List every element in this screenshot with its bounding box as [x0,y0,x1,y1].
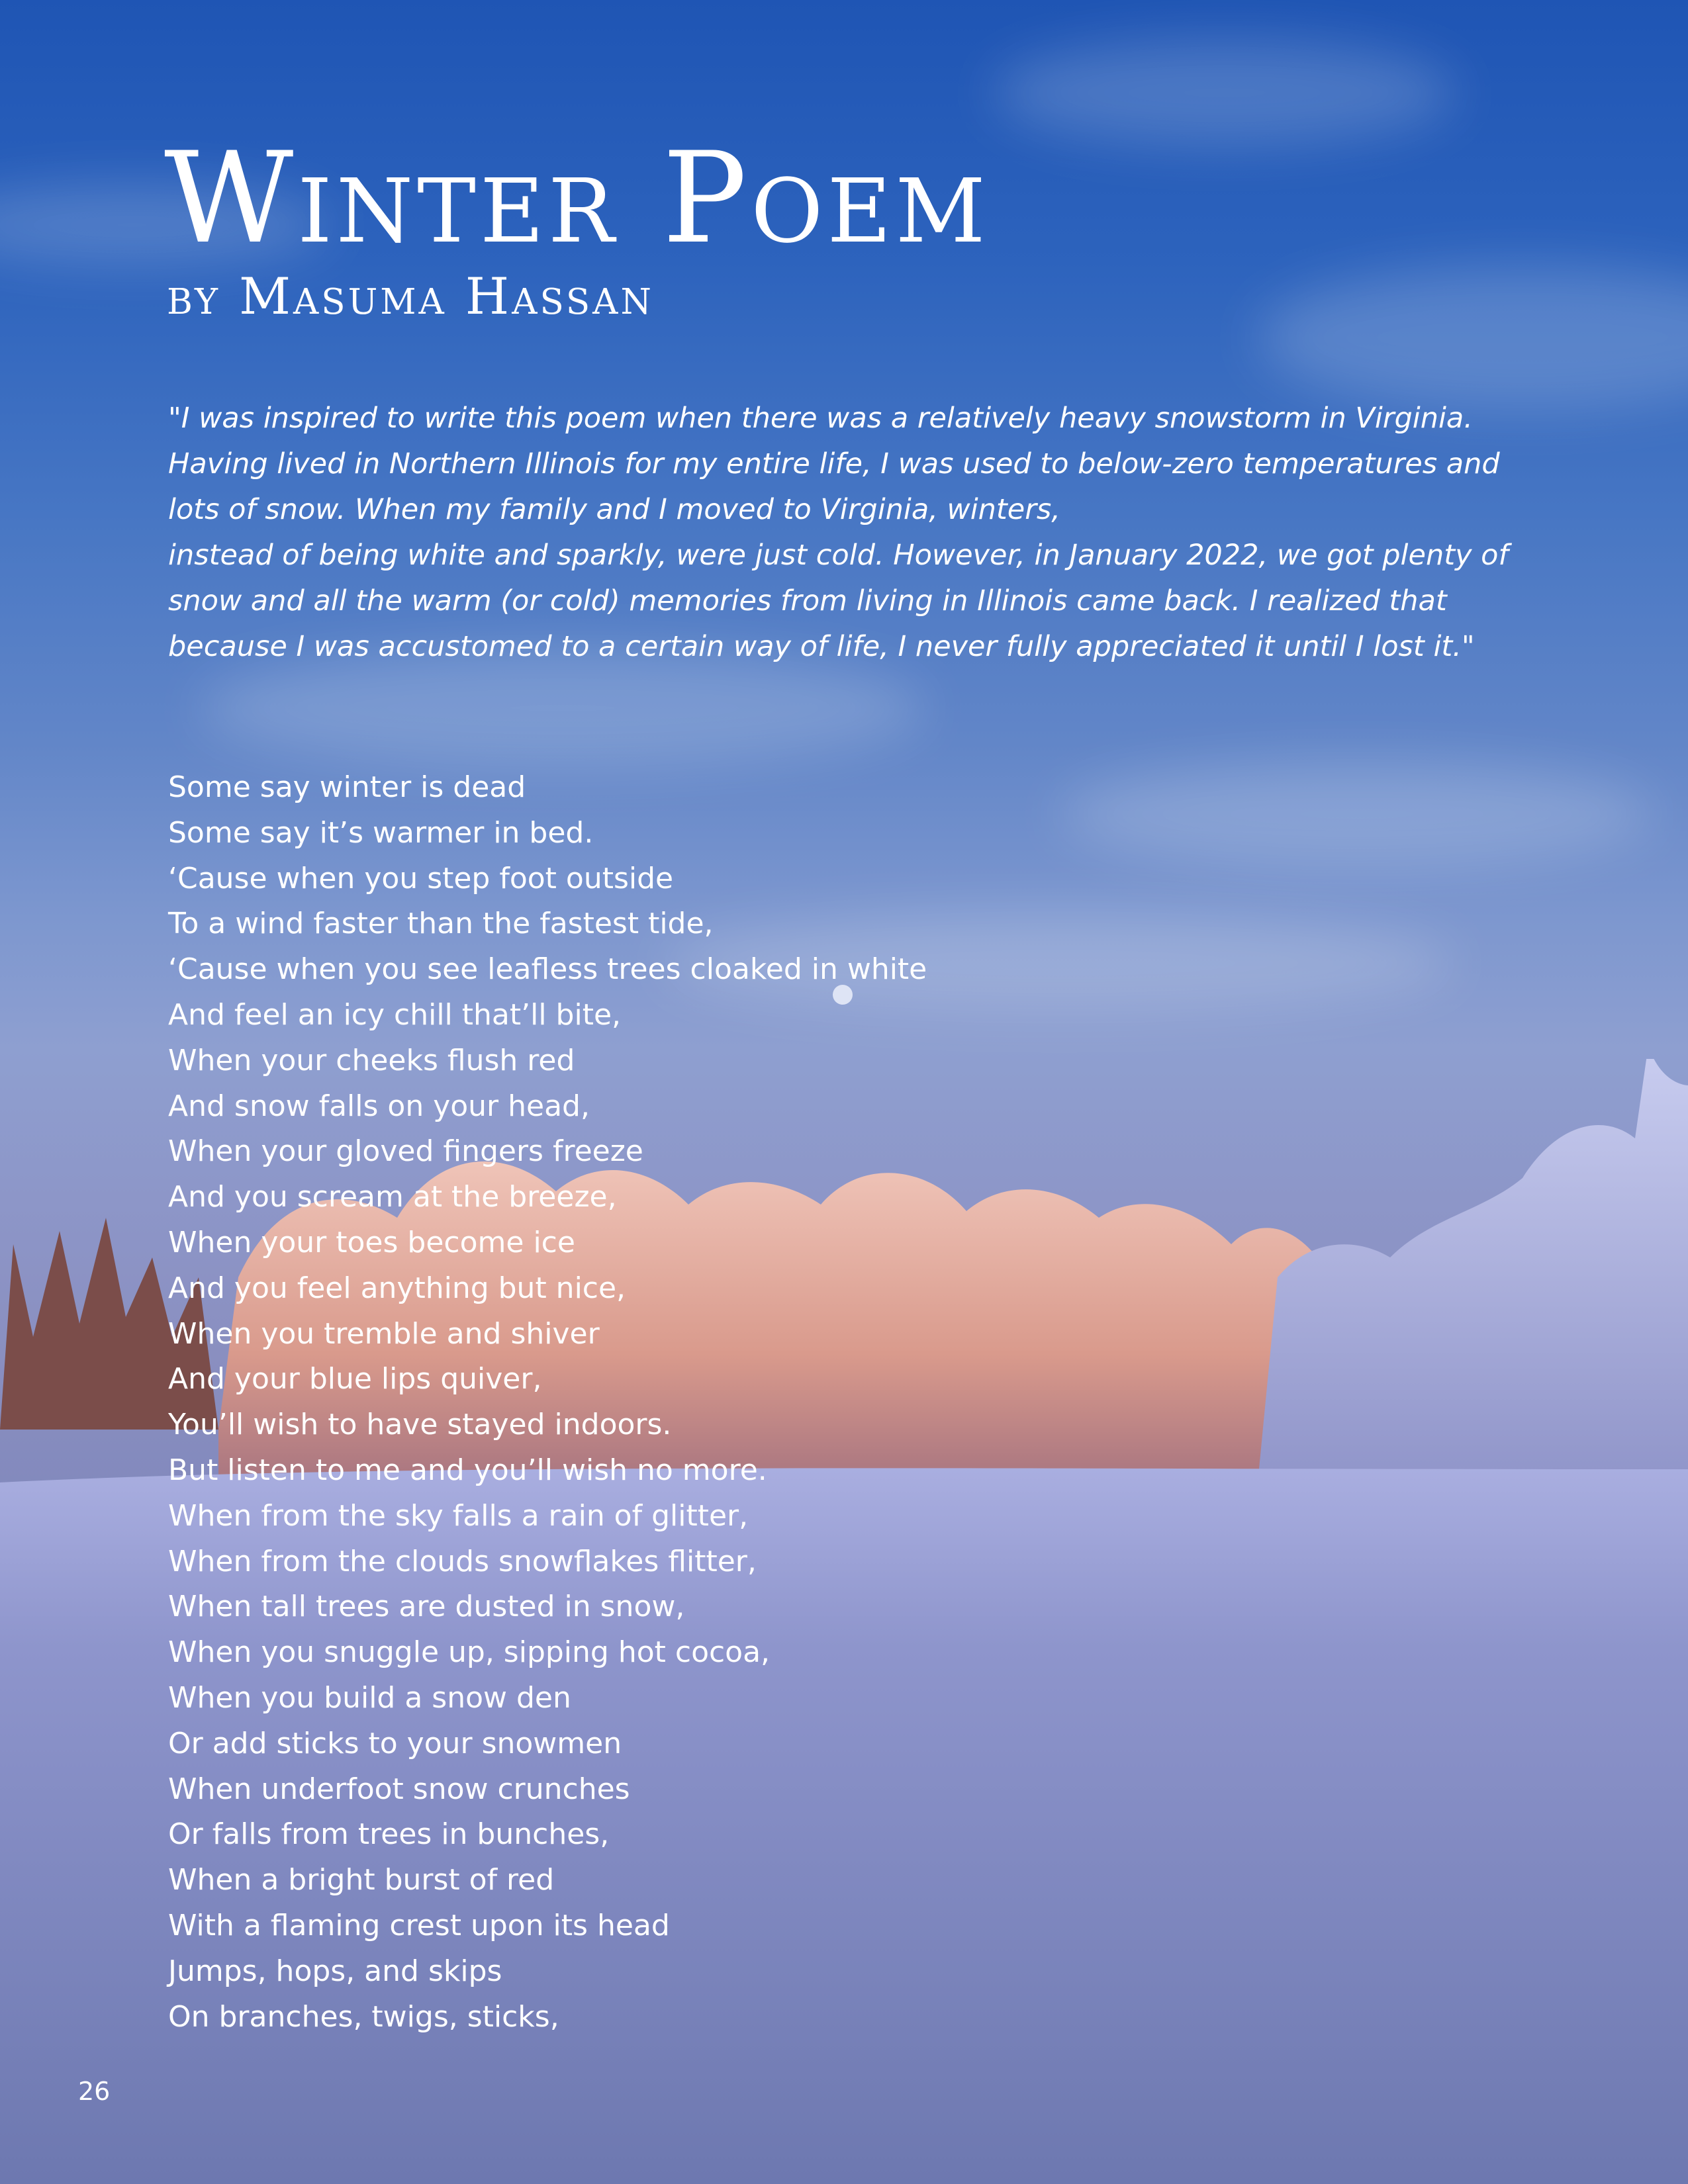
poem-line: When a bright burst of red [168,1863,555,1897]
poem-line: And snow falls on your head, [168,1089,590,1123]
poem-line: When your gloved fingers freeze [168,1134,643,1169]
poem-line: And your blue lips quiver, [168,1362,542,1396]
frosted-trees-shadow [1258,1059,1688,1496]
poem-line: When your cheeks flush red [168,1043,575,1077]
poem-line: Some say winter is dead [168,770,526,804]
page-number: 26 [78,2077,111,2106]
poem-line: Or falls from trees in bunches, [168,1817,610,1852]
poem-line: ‘Cause when you step foot outside [168,861,674,895]
poem-line: When tall trees are dusted in snow, [168,1590,685,1624]
author-quote [168,396,1545,670]
author-byline: by Masuma Hassan [167,267,654,326]
poem-line: Or add sticks to your snowmen [168,1726,622,1760]
poem-line: And you scream at the breeze, [168,1180,617,1214]
cloud [1059,761,1655,867]
poem-line: When you snuggle up, sipping hot cocoa, [168,1635,771,1670]
poem-line: On branches, twigs, sticks, [168,1999,559,2034]
poem-line: With a flaming crest upon its head [168,1908,670,1942]
poem-line: When you build a snow den [168,1680,571,1715]
quote-line: instead of being white and sparkly, were just cold. However, in January 2022, we got plenty of [168,539,1509,572]
poem-line: When your toes become ice [168,1225,575,1259]
cloud [993,40,1456,146]
poem-line: But listen to me and you’ll wish no more. [168,1453,767,1487]
article-title: Winter Poem [164,125,990,271]
poem-line: When from the sky falls a rain of glitter, [168,1498,749,1533]
poem-line: And feel an icy chill that’ll bite, [168,997,621,1032]
quote-line: Having lived in Northern Illinois for my entire life, I was used to below-zero temperatures and [168,447,1500,480]
poem-line: Some say it’s warmer in bed. [168,815,594,850]
poem-line: And you feel anything but nice, [168,1271,626,1305]
poem-line: When you tremble and shiver [168,1316,600,1351]
quote-line: snow and all the warm (or cold) memories from living in Illinois came back. I realized that [168,584,1447,617]
cloud [1258,265,1688,410]
poem-body [168,765,927,2040]
poem-line: ‘Cause when you see leafless trees cloaked in white [168,952,927,987]
quote-line: lots of snow. When my family and I moved to Virginia, winters, [168,493,1060,526]
quote-line: "I was inspired to write this poem when there was a relatively heavy snowstorm in Virginia. [168,402,1473,435]
poem-line: You’ll wish to have stayed indoors. [168,1408,672,1442]
poem-line: When underfoot snow crunches [168,1772,630,1806]
poem-line: Jumps, hops, and skips [168,1954,502,1988]
quote-line: because I was accustomed to a certain way of life, I never fully appreciated it until I lost it." [168,630,1475,663]
poem-line: When from the clouds snowflakes flitter, [168,1544,757,1578]
poem-line: To a wind faster than the fastest tide, [168,907,714,941]
